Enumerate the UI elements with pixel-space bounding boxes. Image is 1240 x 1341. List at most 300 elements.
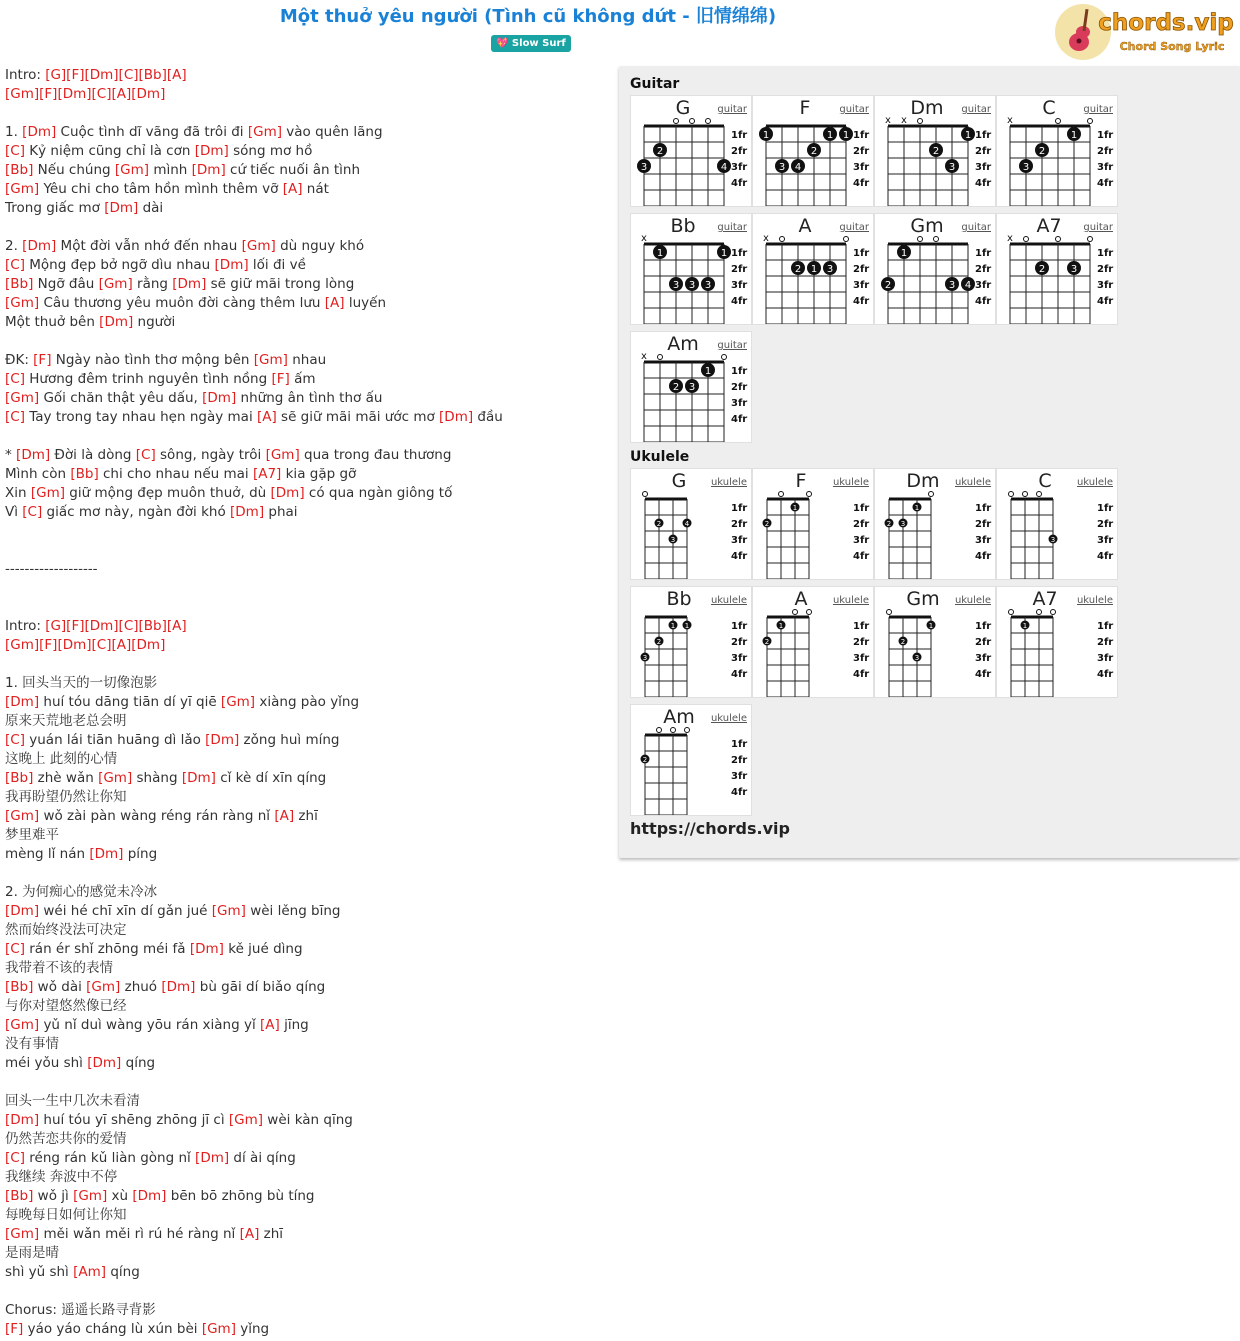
chord-tag[interactable]: [Gm] [253, 352, 288, 368]
finger-number: 1 [826, 130, 834, 141]
chord-tag[interactable]: [A] [282, 181, 303, 197]
lyric-text: cứ tiếc nuối ân tình [225, 162, 361, 178]
open-string-mark [793, 610, 798, 615]
lyric-text: sẽ giữ mãi mãi ước mơ [276, 409, 440, 425]
lyric-text: zhī [259, 1226, 284, 1242]
chord-tag[interactable]: [Dm] [16, 447, 51, 463]
guitar-chord-a[interactable] [752, 213, 874, 325]
lyric-line [5, 484, 615, 503]
open-string-mark [1056, 237, 1061, 242]
fret-label: 1fr [975, 248, 992, 259]
lyric-line [5, 845, 615, 864]
finger-number: 3 [900, 520, 906, 528]
fret-label: 4fr [731, 414, 748, 425]
lyric-text: yuán lái tiān huāng dì lǎo [24, 732, 206, 748]
chord-tag[interactable]: [Gm] [30, 485, 66, 501]
chord-tag[interactable]: [Gm] [241, 238, 276, 254]
muted-string-mark: x [641, 233, 647, 244]
chord-tag[interactable]: [Bb] [5, 979, 34, 995]
finger-number: 1 [684, 622, 690, 630]
ukulele-heading: Ukulele [630, 449, 690, 465]
ukulele-link[interactable]: ukulele [710, 477, 747, 488]
open-string-mark [1023, 492, 1028, 497]
lyrics-body [5, 66, 615, 1339]
chord-tag[interactable]: [A] [274, 808, 295, 824]
guitar-chord-bb[interactable] [630, 213, 752, 325]
muted-string-mark: x [1007, 115, 1013, 126]
fret-label: 2fr [731, 519, 748, 530]
chord-tag[interactable]: [Gm] [73, 1188, 108, 1204]
lyric-text: huí tóu yī shēng zhōng jī cì [39, 1112, 229, 1128]
ukulele-chord-a7[interactable] [996, 586, 1118, 698]
chord-tag[interactable]: [Dm] [230, 504, 265, 520]
chord-tag[interactable]: [A7] [252, 466, 282, 482]
logo-text: chords.vip [1098, 10, 1234, 36]
chord-tag[interactable]: [G][F][Dm][C][Bb][A] [45, 67, 187, 83]
guitar-link[interactable]: guitar [1083, 104, 1113, 115]
lyric-text: Kỷ niệm cũng chỉ là cơn [24, 143, 195, 159]
lyric-line [5, 275, 615, 294]
ukulele-chord-gm[interactable] [874, 586, 996, 698]
lyric-text: měi wǎn měi rì rú hé ràng nǐ [39, 1226, 240, 1242]
lyric-text: qíng [121, 1055, 156, 1071]
ukulele-chord-a[interactable] [752, 586, 874, 698]
lyric-line [5, 1073, 615, 1092]
chord-tag[interactable]: [C] [22, 504, 43, 520]
guitar-chord-g[interactable] [630, 95, 752, 207]
chord-tag[interactable]: [Dm] [22, 124, 57, 140]
finger-number: 2 [810, 146, 818, 157]
chord-tag[interactable]: [Dm] [161, 979, 196, 995]
lyric-line [5, 560, 615, 579]
chord-name: G [675, 97, 691, 119]
guitar-link[interactable]: guitar [717, 340, 747, 351]
guitar-link[interactable]: guitar [961, 222, 991, 233]
guitar-link[interactable]: guitar [839, 104, 869, 115]
chord-tag[interactable]: [Dm] [87, 1055, 122, 1071]
fret-label: 3fr [731, 535, 748, 546]
lyric-text: Ngỡ đâu [33, 276, 99, 292]
open-string-mark [918, 119, 923, 124]
chord-tag[interactable]: [Gm] [98, 276, 133, 292]
chord-name: G [671, 470, 687, 492]
guitar-chord-f[interactable] [752, 95, 874, 207]
chord-tag[interactable]: [Gm] [5, 390, 40, 406]
chord-tag[interactable]: [Dm] [191, 162, 226, 178]
fret-label: 1fr [1097, 248, 1114, 259]
chord-tag[interactable]: [Gm] [5, 181, 40, 197]
chord-tag[interactable]: [Dm] [104, 200, 139, 216]
finger-number: 3 [688, 280, 696, 291]
chord-tag[interactable]: [C] [5, 371, 25, 387]
chord-tag[interactable]: [Gm] [211, 903, 246, 919]
chord-name: A [794, 588, 808, 610]
chord-tag[interactable]: [Dm] [181, 770, 216, 786]
finger-number: 3 [948, 162, 956, 173]
chord-tag[interactable]: [Gm] [5, 1017, 40, 1033]
lyric-line [5, 769, 615, 788]
finger-number: 3 [1070, 264, 1078, 275]
finger-number: 2 [1038, 146, 1046, 157]
ukulele-chord-g[interactable] [630, 468, 752, 580]
lyric-text: shì yǔ shì [5, 1264, 74, 1280]
site-logo[interactable] [1054, 2, 1240, 62]
finger-number: 3 [1022, 162, 1030, 173]
finger-number: 1 [762, 130, 770, 141]
ukulele-link[interactable]: ukulele [710, 595, 747, 606]
open-string-mark [807, 610, 812, 615]
finger-number: 2 [656, 146, 664, 157]
chord-name: A [798, 215, 812, 237]
guitar-chord-c[interactable] [996, 95, 1118, 207]
fret-label: 1fr [731, 503, 748, 514]
lyric-text: Intro: [5, 618, 46, 634]
ukulele-link[interactable]: ukulele [832, 595, 869, 606]
chord-tag[interactable]: [C] [5, 143, 25, 159]
fret-label: 3fr [853, 162, 870, 173]
site-url[interactable]: https://chords.vip [630, 819, 790, 838]
chord-tag[interactable]: [Gm][F][Dm][C][A][Dm] [5, 637, 166, 653]
lyric-text: méi yǒu shì [5, 1055, 88, 1071]
lyric-line [5, 598, 615, 617]
finger-number: 1 [720, 248, 728, 259]
chord-tag[interactable]: [C] [135, 447, 156, 463]
finger-number: 1 [792, 504, 798, 512]
chord-tag[interactable]: [Gm] [201, 1321, 236, 1337]
fret-label: 2fr [1097, 637, 1114, 648]
lyric-text: 没有事情 [5, 1036, 59, 1052]
chord-tag[interactable]: [Gm] [98, 770, 133, 786]
lyric-line [5, 788, 615, 807]
open-string-mark [1051, 610, 1056, 615]
lyric-line [5, 636, 615, 655]
chord-tag[interactable]: [Dm] [214, 257, 249, 273]
chord-tag[interactable]: [Gm] [220, 694, 256, 710]
ukulele-link[interactable]: ukulele [954, 595, 991, 606]
lyric-text: Xin [5, 485, 31, 501]
fret-label: 3fr [731, 653, 748, 664]
finger-number: 3 [778, 162, 786, 173]
lyric-text: wǒ dài [33, 979, 87, 995]
lyric-text: Đời là dòng [50, 447, 136, 463]
lyric-text: jīng [279, 1017, 309, 1033]
lyric-text: 我继续 奔波中不停 [5, 1169, 118, 1185]
lyric-line [5, 465, 615, 484]
chord-tag[interactable]: [C] [5, 941, 25, 957]
fret-label: 3fr [731, 280, 748, 291]
chord-tag[interactable]: [Dm] [22, 238, 57, 254]
lyric-line [5, 389, 615, 408]
fret-label: 3fr [731, 162, 748, 173]
lyric-line [5, 256, 615, 275]
finger-number: 2 [672, 382, 680, 393]
chord-tag[interactable]: [Gm] [5, 808, 40, 824]
lyric-text: Cuộc tình dĩ vãng đã trôi đi [56, 124, 248, 140]
lyric-text: Mình còn [5, 466, 71, 482]
lyric-text: * [5, 447, 17, 463]
chord-tag[interactable]: [Dm] [99, 314, 134, 330]
finger-number: 1 [810, 264, 818, 275]
lyric-text: sẽ giữ mãi trong lòng [206, 276, 355, 292]
ukulele-link[interactable]: ukulele [954, 477, 991, 488]
lyric-line [5, 1263, 615, 1282]
lyric-text: zhè wǎn [33, 770, 99, 786]
chord-tag[interactable]: [Gm] [114, 162, 150, 178]
finger-number: 3 [672, 280, 680, 291]
chord-tag[interactable]: [Dm] [5, 1112, 40, 1128]
muted-string-mark: x [1007, 233, 1013, 244]
chord-name: Gm [910, 215, 944, 237]
lyric-text: píng [123, 846, 158, 862]
open-string-mark [1088, 237, 1093, 242]
lyric-text: zhī [294, 808, 318, 824]
open-string-mark [779, 492, 784, 497]
chord-name: Gm [906, 588, 940, 610]
lyric-text: 2. 为何痴心的感觉未冷冰 [5, 884, 158, 900]
finger-number: 1 [964, 130, 972, 141]
ukulele-chord-am[interactable] [630, 704, 752, 816]
chord-tag[interactable]: [Dm] [195, 1150, 230, 1166]
lyric-text: 回头一生中几次未看清 [5, 1093, 140, 1109]
lyric-text: sông, ngày trôi [155, 447, 266, 463]
guitar-chord-am[interactable] [630, 331, 752, 443]
lyric-line [5, 883, 615, 902]
chord-tag[interactable]: [Gm] [5, 295, 40, 311]
chord-tag[interactable]: [Dm] [5, 903, 40, 919]
fret-label: 4fr [853, 178, 870, 189]
chord-tag[interactable]: [Dm] [439, 409, 474, 425]
lyric-line [5, 85, 615, 104]
finger-number: 1 [842, 130, 850, 141]
lyric-text: 1. [5, 124, 23, 140]
lyric-text: dí ài qíng [229, 1150, 296, 1166]
ukulele-link[interactable]: ukulele [1076, 595, 1113, 606]
lyric-line [5, 161, 615, 180]
chord-tag[interactable]: [Gm] [86, 979, 121, 995]
fret-label: 1fr [731, 739, 748, 750]
chord-tag[interactable]: [Gm] [5, 1226, 40, 1242]
lyric-line [5, 1111, 615, 1130]
finger-number: 3 [642, 654, 648, 662]
lyric-line [5, 579, 615, 598]
chord-name: Bb [666, 588, 692, 610]
chord-tag[interactable]: [A] [260, 1017, 280, 1033]
chord-name: Dm [906, 470, 940, 492]
muted-string-mark: x [763, 233, 769, 244]
chord-tag[interactable]: [Dm] [172, 276, 207, 292]
chord-panel [619, 66, 1240, 858]
chord-tag[interactable]: [F] [271, 371, 290, 387]
chord-tag[interactable]: [Bb] [70, 466, 99, 482]
chord-tag[interactable]: [Dm] [189, 941, 224, 957]
lyric-line [5, 712, 615, 731]
lyric-line [5, 1282, 615, 1301]
chord-tag[interactable]: [Gm] [247, 124, 282, 140]
lyric-line [5, 1244, 615, 1263]
lyric-text: réng rán kǔ liàn gòng nǐ [24, 1150, 196, 1166]
fret-label: 2fr [731, 264, 748, 275]
finger-number: 1 [928, 622, 934, 630]
fret-label: 1fr [853, 621, 870, 632]
guitar-link[interactable]: guitar [717, 222, 747, 233]
fret-label: 3fr [975, 162, 992, 173]
chord-tag[interactable]: [Dm] [5, 694, 40, 710]
chord-tag[interactable]: [A] [324, 295, 345, 311]
chord-tag[interactable]: [C] [5, 257, 25, 273]
guitar-link[interactable]: guitar [1083, 222, 1113, 233]
ukulele-chord-f[interactable] [752, 468, 874, 580]
fret-label: 4fr [975, 296, 992, 307]
lyric-text: đầu [473, 409, 503, 425]
chord-tag[interactable]: [A] [256, 409, 277, 425]
ukulele-chord-dm[interactable] [874, 468, 996, 580]
chord-tag[interactable]: [F] [5, 1321, 24, 1337]
open-string-mark [844, 237, 849, 242]
open-string-mark [643, 492, 648, 497]
guitar-link[interactable]: guitar [839, 222, 869, 233]
lyric-line [5, 1187, 615, 1206]
lyric-line [5, 940, 615, 959]
chord-tag[interactable]: [Gm] [265, 447, 300, 463]
fret-label: 4fr [1097, 551, 1114, 562]
fret-label: 4fr [975, 669, 992, 680]
lyric-text: Ngày nào tình thơ mộng bên [51, 352, 254, 368]
chord-tag[interactable]: [C] [5, 409, 25, 425]
lyric-line [5, 750, 615, 769]
fret-label: 2fr [975, 146, 992, 157]
lyric-text: 1. 回头当天的一切像泡影 [5, 675, 158, 691]
lyric-line [5, 902, 615, 921]
guitar-link[interactable]: guitar [961, 104, 991, 115]
chord-tag[interactable]: [A] [239, 1226, 260, 1242]
finger-number: 2 [1038, 264, 1046, 275]
guitar-chord-dm[interactable] [874, 95, 996, 207]
lyric-text: lối đi về [248, 257, 306, 273]
chord-tag[interactable]: [Bb] [5, 770, 34, 786]
chord-tag[interactable]: [Gm][F][Dm][C][A][Dm] [5, 86, 166, 102]
ukulele-chord-c[interactable] [996, 468, 1118, 580]
fret-label: 4fr [975, 178, 992, 189]
chord-name: Am [667, 333, 699, 355]
open-string-mark [1056, 119, 1061, 124]
ukulele-link[interactable]: ukulele [710, 713, 747, 724]
fret-label: 3fr [853, 535, 870, 546]
lyric-line [5, 237, 615, 256]
lyric-text: ------------------- [5, 561, 98, 577]
lyric-text: zhuó [120, 979, 162, 995]
lyric-text: 每晚每日如何让你知 [5, 1207, 127, 1223]
chord-tag[interactable]: [Bb] [5, 276, 34, 292]
finger-number: 3 [670, 536, 676, 544]
lyric-text: bēn bō zhōng bù tíng [166, 1188, 315, 1204]
open-string-mark [1037, 492, 1042, 497]
lyric-text: mình [149, 162, 192, 178]
lyric-line [5, 674, 615, 693]
finger-number: 2 [900, 638, 906, 646]
lyric-text: dù nguy khó [275, 238, 365, 254]
chord-tag[interactable]: [Dm] [205, 732, 240, 748]
finger-number: 1 [914, 504, 920, 512]
guitar-chord-gm[interactable] [874, 213, 996, 325]
open-string-mark [706, 119, 711, 124]
guitar-chord-a7[interactable] [996, 213, 1118, 325]
lyric-text: Câu thương yêu muôn đời càng thêm lưu [39, 295, 325, 311]
ukulele-link[interactable]: ukulele [1076, 477, 1113, 488]
fret-label: 2fr [853, 146, 870, 157]
chord-tag[interactable]: [Bb] [5, 162, 34, 178]
fret-label: 2fr [853, 264, 870, 275]
fret-label: 1fr [853, 503, 870, 514]
chord-tag[interactable]: [Dm] [132, 1188, 167, 1204]
chord-tag[interactable]: [Am] [73, 1264, 107, 1280]
open-string-mark [1009, 492, 1014, 497]
finger-number: 2 [794, 264, 802, 275]
ukulele-link[interactable]: ukulele [832, 477, 869, 488]
chord-tag[interactable]: [Gm] [228, 1112, 264, 1128]
lyric-line [5, 1035, 615, 1054]
lyric-text: người [133, 314, 176, 330]
lyric-text: Một đời vẫn nhớ đến nhau [56, 238, 242, 254]
ukulele-chord-bb[interactable] [630, 586, 752, 698]
lyric-text: phai [264, 504, 298, 520]
lyric-text: wéi hé chī xīn dí gǎn jué [39, 903, 212, 919]
lyric-text: luyến [344, 295, 386, 311]
chord-tag[interactable]: [Dm] [194, 143, 229, 159]
finger-number: 1 [778, 622, 784, 630]
finger-number: 3 [826, 264, 834, 275]
lyric-line [5, 351, 615, 370]
muted-string-mark: x [641, 351, 647, 362]
lyric-text: Yêu chi cho tâm hồn mình thêm vỡ [39, 181, 283, 197]
lyric-text: vào quên lãng [282, 124, 383, 140]
chord-tag[interactable]: [G][F][Dm][C][Bb][A] [45, 618, 187, 634]
lyric-text: 然而始终没法可决定 [5, 922, 127, 938]
lyric-line [5, 826, 615, 845]
chord-tag[interactable]: [Dm] [89, 846, 124, 862]
lyric-text: 我再盼望仍然让你知 [5, 789, 127, 805]
chord-tag[interactable]: [F] [33, 352, 52, 368]
chord-tag[interactable]: [Bb] [5, 1188, 34, 1204]
lyric-line [5, 1054, 615, 1073]
chord-tag[interactable]: [Dm] [270, 485, 305, 501]
lyric-text: 原来天荒地老总会明 [5, 713, 127, 729]
fret-label: 4fr [853, 551, 870, 562]
fret-label: 3fr [731, 398, 748, 409]
chord-name: F [799, 97, 811, 119]
lyric-text: yǐng [235, 1321, 270, 1337]
guitar-link[interactable]: guitar [717, 104, 747, 115]
lyric-text: chi cho nhau nếu mai [98, 466, 253, 482]
finger-number: 2 [884, 280, 892, 291]
fret-label: 3fr [1097, 653, 1114, 664]
fret-label: 1fr [975, 130, 992, 141]
lyric-line [5, 294, 615, 313]
fret-label: 4fr [731, 296, 748, 307]
lyric-text: huí tóu dāng tiān dí yī qiē [39, 694, 221, 710]
fret-label: 2fr [975, 637, 992, 648]
open-string-mark [929, 492, 934, 497]
open-string-mark [807, 492, 812, 497]
chord-tag[interactable]: [C] [5, 732, 25, 748]
lyric-text: sóng mơ hồ [228, 143, 313, 159]
lyric-text: giữ mộng đẹp muôn thuở, dù [65, 485, 271, 501]
chord-tag[interactable]: [C] [5, 1150, 25, 1166]
chord-tag[interactable]: [Dm] [202, 390, 237, 406]
lyric-line [5, 446, 615, 465]
lyric-text: ĐK: [5, 352, 34, 368]
genre-badge[interactable]: 💖 Slow Surf [491, 35, 571, 52]
open-string-mark [1024, 237, 1029, 242]
